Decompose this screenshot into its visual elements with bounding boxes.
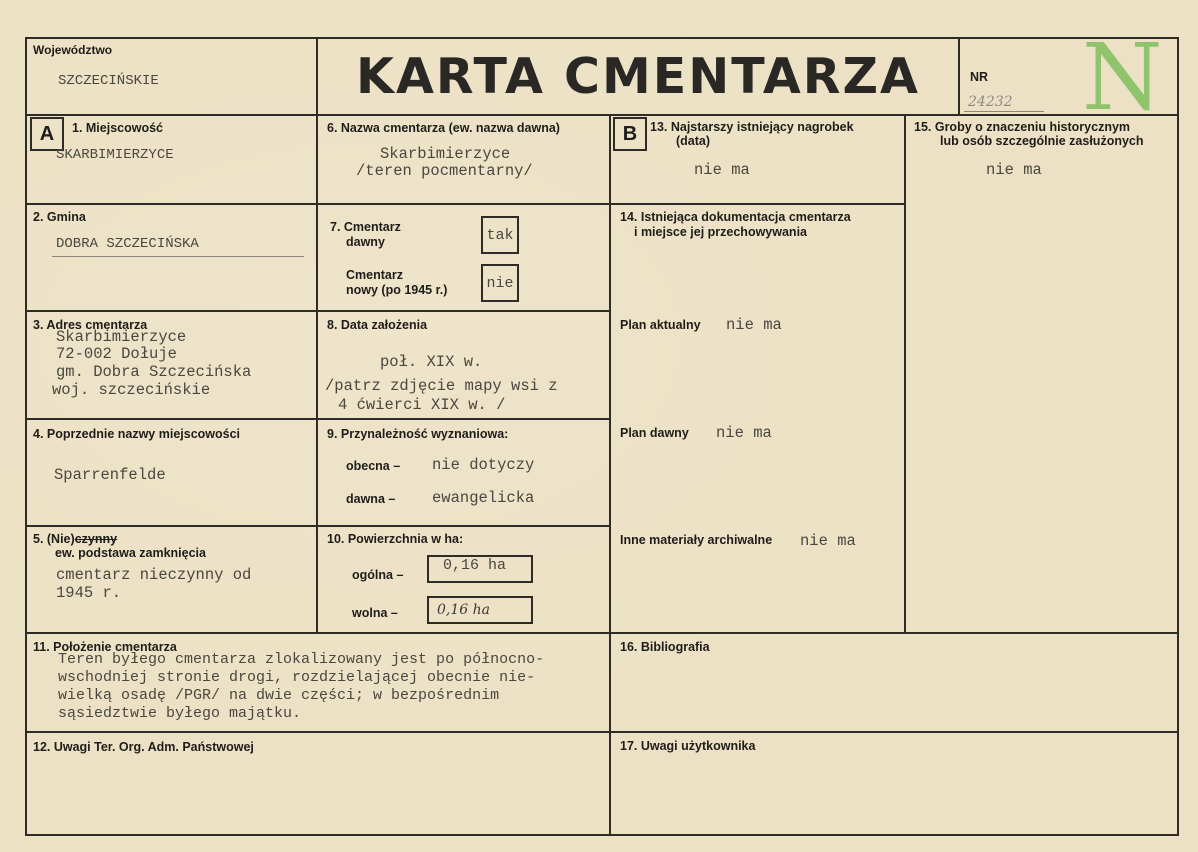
grid-line: [25, 203, 611, 205]
field-5-line-2: 1945 r.: [56, 584, 122, 602]
grid-line: [25, 114, 1179, 116]
grid-line: [25, 731, 1179, 733]
field-3-line-1: Skarbimierzyce: [56, 328, 187, 346]
section-b-marker: B: [613, 117, 647, 151]
field-15-value: nie ma: [986, 161, 1042, 179]
field-7-nowy-label-1: Cmentarz: [346, 268, 403, 282]
field-5-label-line-2: ew. podstawa zamknięcia: [55, 546, 206, 560]
field-7-dawny-label-2: dawny: [346, 235, 385, 249]
field-9-obecna-value: nie dotyczy: [432, 456, 535, 474]
field-7-dawny-box: tak: [481, 216, 519, 254]
plan-aktualny-label: Plan aktualny: [620, 318, 701, 332]
section-a-marker: A: [30, 117, 64, 151]
grid-line: [25, 834, 1179, 836]
grid-line: [611, 203, 905, 205]
grid-line: [25, 310, 611, 312]
inne-materialy-value: nie ma: [800, 532, 856, 550]
field-3-line-3: gm. Dobra Szczecińska: [56, 363, 252, 381]
field-3-line-2: 72-002 Dołuje: [56, 345, 177, 363]
grid-line: [958, 37, 960, 116]
field-5-label-struck: czynny: [74, 532, 118, 546]
field-2-label: 2. Gmina: [33, 210, 86, 224]
field-6-line-2: /teren pocmentarny/: [356, 162, 533, 180]
field-10-ogolna-box: 0,16 ha: [427, 555, 533, 583]
field-2-underline: [52, 256, 304, 257]
field-10-ogolna-label: ogólna –: [352, 568, 404, 582]
field-7-dawny-label-1: 7. Cmentarz: [330, 220, 401, 234]
field-4-label: 4. Poprzednie nazwy miejscowości: [33, 427, 241, 441]
field-13-label-2: (data): [676, 134, 711, 148]
field-11-line-3: wielką osadę /PGR/ na dwie części; w bezpośrednim: [58, 687, 500, 704]
field-2-value: DOBRA SZCZECIŃSKA: [56, 236, 199, 252]
plan-dawny-value: nie ma: [716, 424, 772, 442]
field-10-wolna-box: 0,16 ha: [427, 596, 533, 624]
field-5-line-1: cmentarz nieczynny od: [56, 566, 252, 584]
field-1-label: 1. Miejscowość: [72, 121, 164, 135]
voivodeship-label: Województwo: [33, 43, 113, 57]
field-15-label-1: 15. Groby o znaczeniu historycznym: [914, 120, 1131, 134]
field-9-label: 9. Przynależność wyznaniowa:: [327, 427, 509, 441]
grid-line: [25, 418, 611, 420]
page-title: KARTA CMENTARZA: [356, 48, 920, 105]
grid-line: [316, 37, 318, 634]
field-8-label: 8. Data założenia: [327, 318, 428, 332]
field-5-label: [33, 532, 117, 546]
grid-line: [25, 632, 1179, 634]
field-13-value: nie ma: [694, 161, 750, 179]
field-14-label-2: i miejsce jej przechowywania: [634, 225, 807, 239]
grid-line: [609, 114, 611, 836]
field-13-label-1: 13. Najstarszy istniejący nagrobek: [650, 120, 854, 134]
field-9-dawna-label: dawna –: [346, 492, 396, 506]
field-7-nowy-label-2: nowy (po 1945 r.): [346, 283, 448, 297]
nr-value: 24232: [968, 94, 1013, 110]
field-5-label-prefix: 5. (Nie): [33, 532, 75, 546]
field-11-label: 11. Położenie cmentarza: [33, 640, 177, 654]
field-15-label-2: lub osób szczególnie zasłużonych: [940, 134, 1144, 148]
field-17-label: 17. Uwagi użytkownika: [620, 739, 756, 753]
grid-line: [1177, 37, 1179, 836]
field-1-value: SKARBIMIERZYCE: [56, 147, 174, 163]
nr-underline: [964, 111, 1044, 112]
field-11-line-1: Teren byłego cmentarza zlokalizowany jest po północno-: [58, 651, 545, 668]
field-11-line-2: wschodniej stronie drogi, rozdzielającej obecnie nie-: [58, 669, 536, 686]
field-3-line-4: woj. szczecińskie: [52, 381, 211, 399]
grid-line: [904, 114, 906, 634]
plan-dawny-label: Plan dawny: [620, 426, 689, 440]
stamp-letter: N: [1082, 24, 1163, 131]
inne-materialy-label: Inne materiały archiwalne: [620, 533, 773, 547]
field-9-obecna-label: obecna –: [346, 459, 401, 473]
field-8-line-1: poł. XIX w.: [380, 353, 483, 371]
field-9-dawna-value: ewangelicka: [432, 489, 535, 507]
field-12-label: 12. Uwagi Ter. Org. Adm. Państwowej: [33, 740, 254, 754]
field-16-label: 16. Bibliografia: [620, 640, 710, 654]
field-11-line-4: sąsiedztwie byłego majątku.: [58, 705, 302, 722]
field-10-wolna-label: wolna –: [352, 606, 398, 620]
field-8-line-2: /patrz zdjęcie mapy wsi z: [325, 377, 558, 395]
field-6-label: 6. Nazwa cmentarza (ew. nazwa dawna): [327, 121, 560, 135]
nr-label: NR: [970, 70, 989, 84]
field-14-label-1: 14. Istniejąca dokumentacja cmentarza: [620, 210, 851, 224]
grid-line: [25, 525, 611, 527]
field-3-label: 3. Adres cmentarza: [33, 318, 148, 332]
field-8-line-3: 4 ćwierci XIX w. /: [338, 396, 506, 414]
field-10-label: 10. Powierzchnia w ha:: [327, 532, 464, 546]
field-7-nowy-box: nie: [481, 264, 519, 302]
grid-line: [25, 37, 27, 836]
voivodeship-value: SZCZECIŃSKIE: [58, 73, 159, 89]
field-4-value: Sparrenfelde: [54, 466, 166, 484]
grid-line: [25, 37, 1179, 39]
field-6-line-1: Skarbimierzyce: [380, 145, 511, 163]
plan-aktualny-value: nie ma: [726, 316, 782, 334]
